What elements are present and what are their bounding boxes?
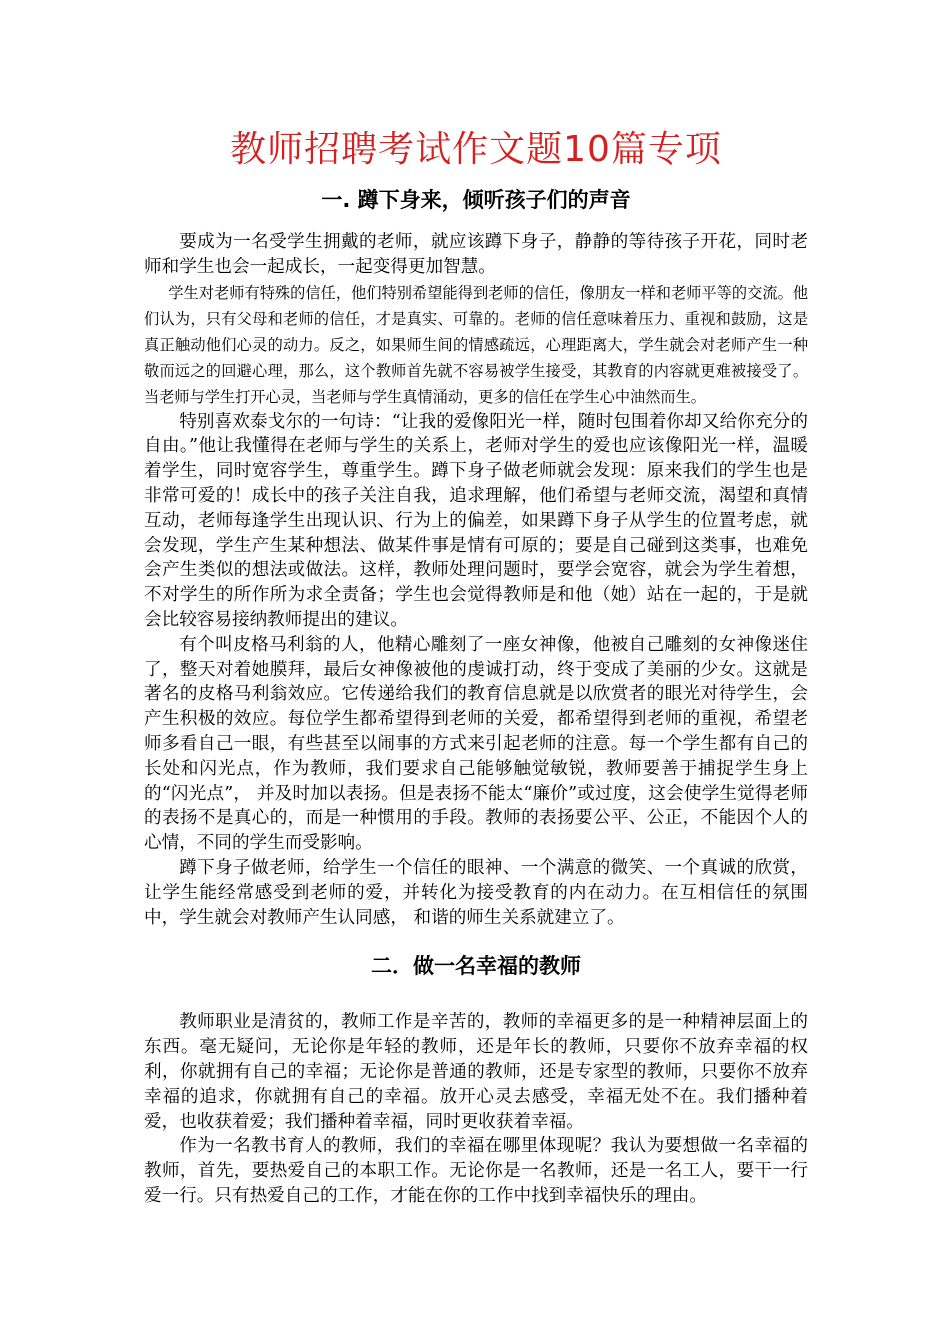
paragraph: 学生对老师有特殊的信任，他们特别希望能得到老师的信任，像朋友一样和老师平等的交流。他们认为，只有父母和老师的信任，才是真实、可靠的。老师的信任意味着压力、重视和鼓励，这是真正触动他们心灵的动力。反之，如果师生间的情感疏远，心理距离大，学生就会对老师产生一种敬而远之的回避心理，那么，这个教师首先就不容易被学生接受，其教育的内容就更难被接受了。当老师与学生打开心灵，当老师与学生真情涌动，更多的信任在学生心中油然而生。 <box>144 283 808 406</box>
paragraph: 要成为一名受学生拥戴的老师，就应该蹲下身子，静静的等待孩子开花，同时老师和学生也会一起成长，一起变得更加智慧。 <box>144 232 808 277</box>
document-page <box>144 118 808 1209</box>
paragraph: 作为一名教书育人的教师，我们的幸福在哪里体现呢？我认为要想做一名幸福的教师，首先，要热爱自己的本职工作。无论你是一名教师，还是一名工人，要干一行爱一行。只有热爱自己的工作，才能在你的工作中找到幸福快乐的理由。 <box>144 1136 808 1206</box>
paragraph: 蹲下身子做老师，给学生一个信任的眼神、一个满意的微笑、一个真诚的欣赏，让学生能经常感受到老师的爱，并转化为接受教育的内在动力。在互相信任的氛围中，学生就会对教师产生认同感， 和谐的师生关系就建立了。 <box>144 857 808 928</box>
paragraph: 特别喜欢泰戈尔的一句诗：“让我的爱像阳光一样，随时包围着你却又给你充分的自由。”他让我懂得在老师与学生的关系上，老师对学生的爱也应该像阳光一样，温暖着学生，同时宽容学生，尊重学生。蹲下身子做老师就会发现：原来我们的学生也是非常可爱的！成长中的孩子关注自我，追求理解，他们希望与老师交流，渴望和真情互动，老师每逢学生出现认识、行为上的偏差，如果蹲下身子从学生的位置考虑，就会发现，学生产生某种想法、做某件事是情有可原的；要是自己碰到这类事，也难免会产生类似的想法或做法。这样，教师处理问题时，要学会宽容，就会为学生着想，不对学生的所作所为求全责备；学生也会觉得教师是和他（她）站在一起的，于是就会比较容易接纳教师提出的建议。 <box>144 411 808 630</box>
section-heading: 二．做一名幸福的教师 <box>371 954 581 979</box>
document-title: 教师招聘考试作文题10篇专项 <box>230 129 722 170</box>
paragraph: 有个叫皮格马利翁的人，他精心雕刻了一座女神像，他被自己雕刻的女神像迷住了，整天对着她膜拜，最后女神像被他的虔诚打动，终于变成了美丽的少女。这就是著名的皮格马利翁效应。它传递给我们的教育信息就是以欣赏者的眼光对待学生，会产生积极的效应。每位学生都希望得到老师的关爱，都希望得到老师的重视，希望老师多看自己一眼，有些甚至以闹事的方式来引起老师的注意。每一个学生都有自己的长处和闪光点，作为教师，我们要求自己能够触觉敏锐，教师要善于捕捉学生身上的“闪光点”， 并及时加以表扬。但是表扬不能太“廉价”或过度，这会使学生觉得老师的表扬不是真心的，而是一种惯用的手段。教师的表扬要公平、公正，不能因个人的心情，不同的学生而受影响。 <box>144 634 808 854</box>
section-squat-down-listen <box>144 184 808 930</box>
paragraph: 教师职业是清贫的，教师工作是辛苦的，教师的幸福更多的是一种精神层面上的东西。毫无疑问，无论你是年轻的教师，还是年长的教师，只要你不放弃幸福的权利，你就拥有自己的幸福；无论你是普通的教师，还是专家型的教师，只要你不放弃幸福的追求，你就拥有自己的幸福。放开心灵去感受，幸福无处不在。我们播种着爱，也收获着爱；我们播种着幸福，同时更收获着幸福。 <box>144 1012 808 1132</box>
section-heading: 一. 蹲下身来，倾听孩子们的声音 <box>321 188 631 212</box>
section-happy-teacher <box>144 950 808 1208</box>
